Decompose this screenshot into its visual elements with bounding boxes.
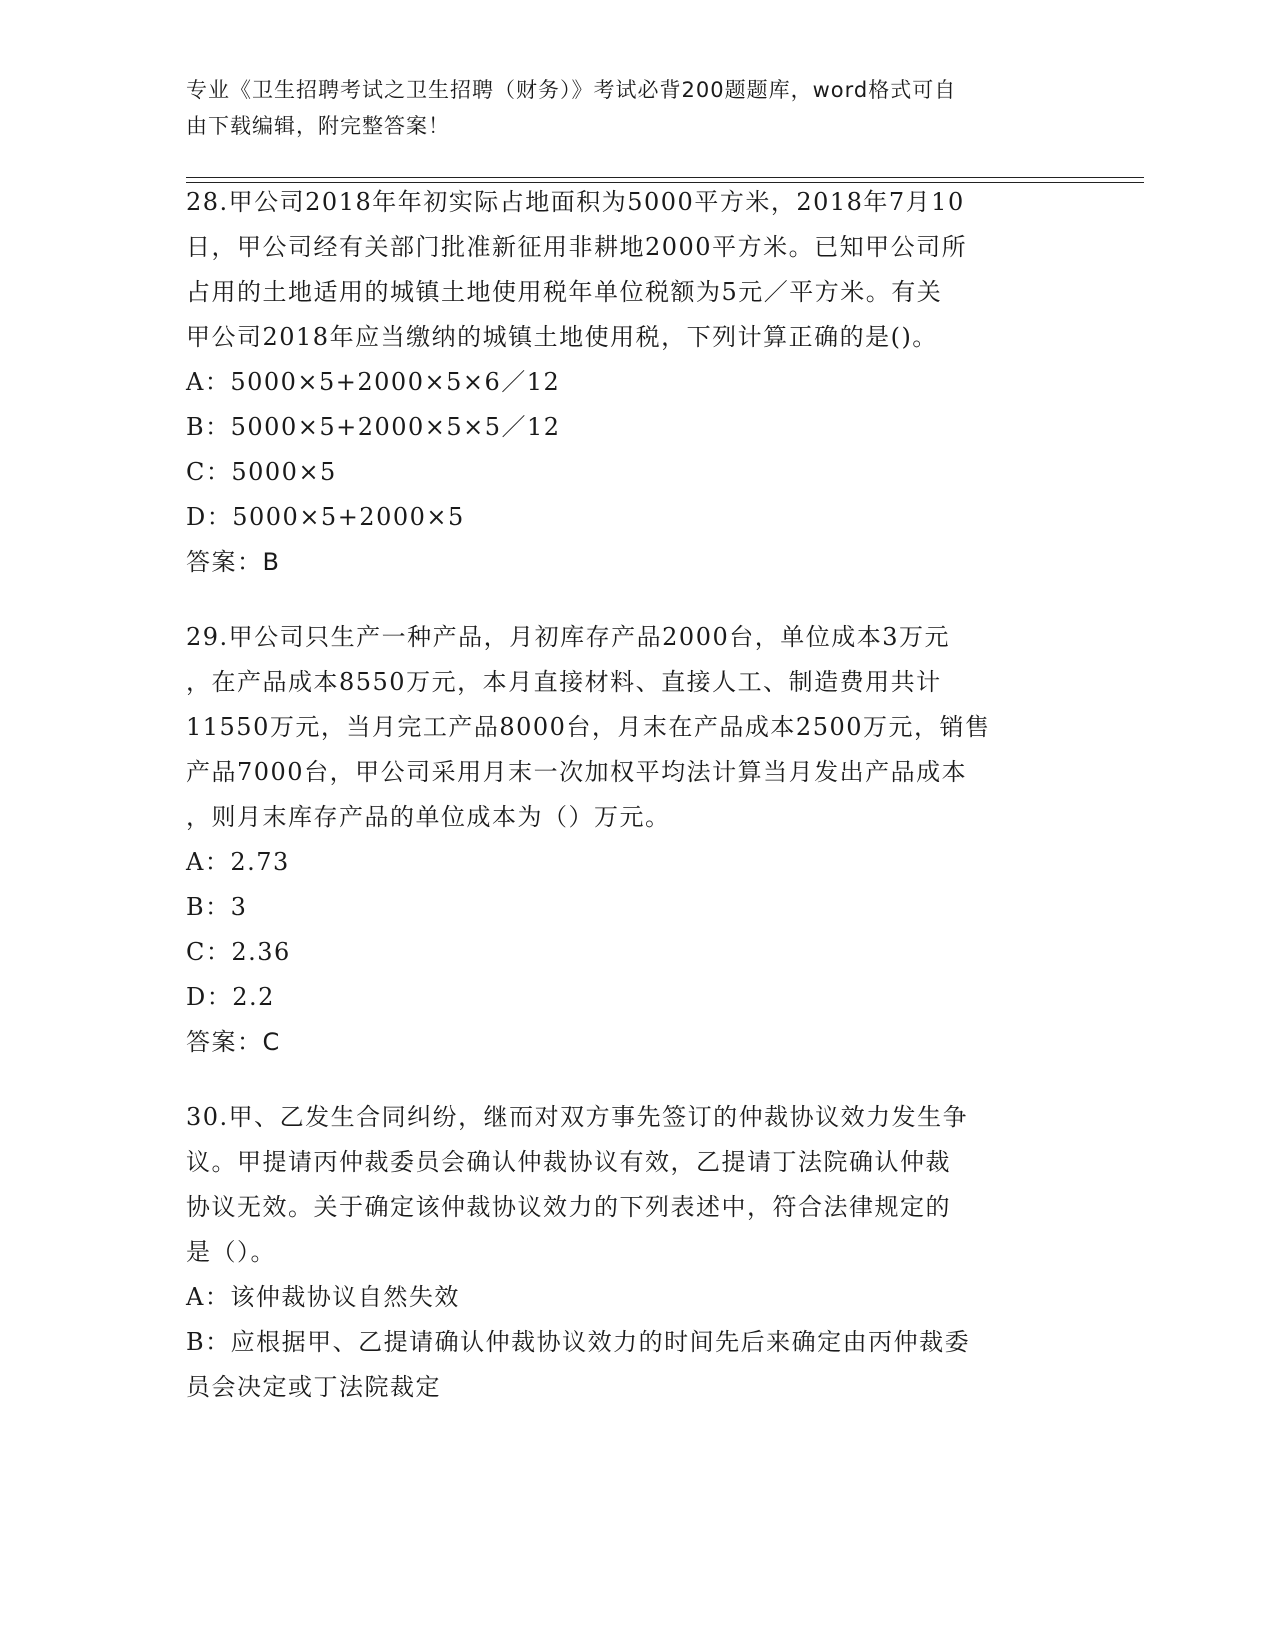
header-line-1: 专业《卫生招聘考试之卫生招聘（财务）》考试必背200题题库，word格式可自 — [186, 78, 957, 102]
option-a: A：5000×5+2000×5×6／12 — [186, 368, 561, 396]
header-divider-top — [186, 177, 1144, 178]
question-stem — [186, 615, 1086, 840]
stem-line: 30.甲、乙发生合同纠纷，继而对双方事先签订的仲裁协议效力发生争 — [186, 1103, 969, 1131]
question-stem — [186, 1095, 1086, 1275]
stem-line: 协议无效。关于确定该仲裁协议效力的下列表述中，符合法律规定的 — [186, 1193, 951, 1221]
stem-line: 议。甲提请丙仲裁委员会确认仲裁协议有效，乙提请丁法院确认仲裁 — [186, 1148, 951, 1176]
option-b: B：5000×5+2000×5×5／12 — [186, 413, 561, 441]
document-header — [186, 72, 1066, 144]
stem-line: 产品7000台，甲公司采用月末一次加权平均法计算当月发出产品成本 — [186, 758, 968, 786]
question-29 — [186, 615, 1086, 1065]
stem-line: 28.甲公司2018年年初实际占地面积为5000平方米，2018年7月10 — [186, 188, 965, 216]
answer: 答案：C — [186, 1028, 281, 1056]
option-a: A：2.73 — [186, 848, 290, 876]
option-d: D：2.2 — [186, 983, 275, 1011]
option-c: C：2.36 — [186, 938, 291, 966]
question-stem — [186, 180, 1086, 360]
option-d: D：5000×5+2000×5 — [186, 503, 465, 531]
option-b: B：3 — [186, 893, 248, 921]
header-line-2: 由下载编辑，附完整答案！ — [186, 114, 450, 138]
stem-line: 甲公司2018年应当缴纳的城镇土地使用税，下列计算正确的是()。 — [186, 323, 938, 351]
option-a: A：该仲裁协议自然失效 — [186, 1283, 460, 1311]
stem-line: 29.甲公司只生产一种产品，月初库存产品2000台，单位成本3万元 — [186, 623, 951, 651]
stem-line: ，则月末库存产品的单位成本为（）万元。 — [186, 803, 671, 831]
option-b-line: 员会决定或丁法院裁定 — [186, 1373, 441, 1401]
question-30 — [186, 1095, 1086, 1410]
stem-line: ，在产品成本8550万元，本月直接材料、直接人工、制造费用共计 — [186, 668, 942, 696]
option-b — [186, 1320, 1086, 1410]
stem-line: 11550万元，当月完工产品8000台，月末在产品成本2500万元，销售 — [186, 713, 991, 741]
stem-line: 日，甲公司经有关部门批准新征用非耕地2000平方米。已知甲公司所 — [186, 233, 968, 261]
stem-line: 是（）。 — [186, 1238, 276, 1266]
answer: 答案：B — [186, 548, 281, 576]
option-b-line: B：应根据甲、乙提请确认仲裁协议效力的时间先后来确定由丙仲裁委 — [186, 1328, 971, 1356]
stem-line: 占用的土地适用的城镇土地使用税年单位税额为5元／平方米。有关 — [186, 278, 943, 306]
question-28 — [186, 180, 1086, 585]
option-c: C：5000×5 — [186, 458, 337, 486]
